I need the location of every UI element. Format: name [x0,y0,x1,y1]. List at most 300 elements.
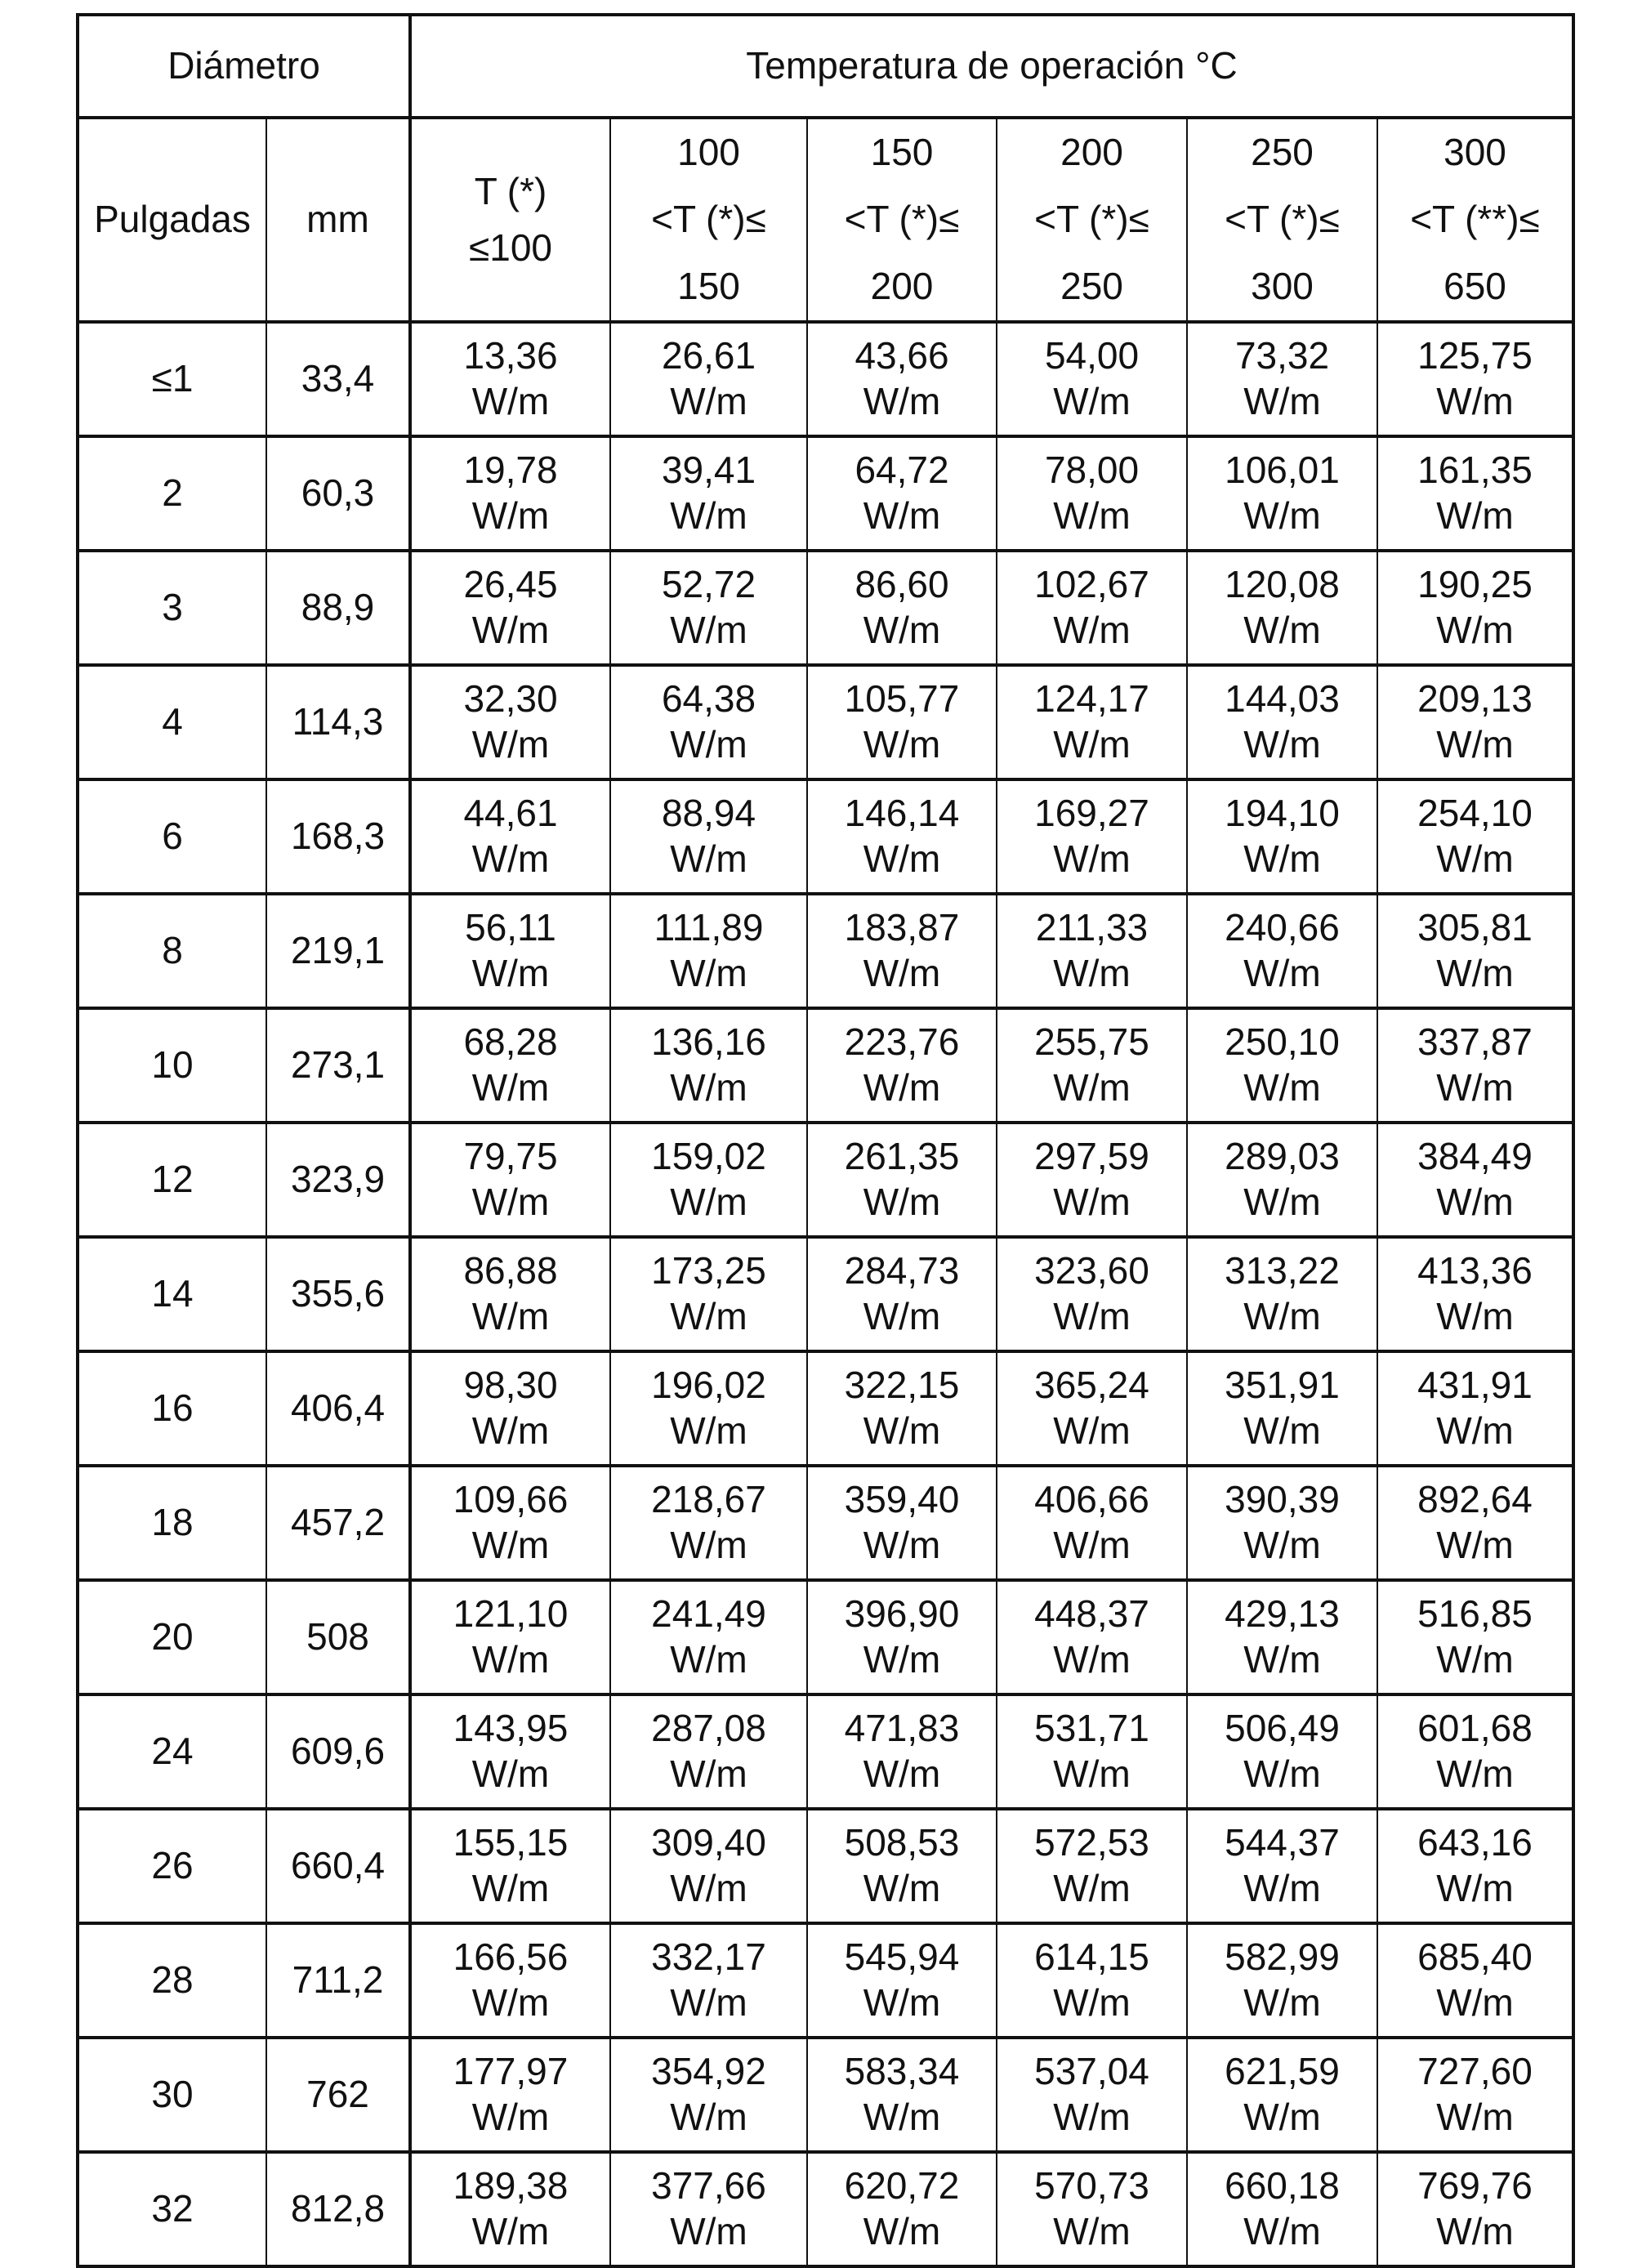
heat-loss-cell [610,551,807,665]
unit-label: W/m [670,2209,747,2252]
heat-loss-value: 583,34 [844,2050,960,2093]
unit-label: W/m [471,1065,550,1109]
heat-loss-value: 323,60 [1034,1249,1149,1292]
unit-label: W/m [1436,722,1514,766]
pulgadas-cell: 24 [78,1694,266,1809]
heat-loss-value: 173,25 [651,1249,766,1292]
unit-label: W/m [1436,608,1514,651]
heat-loss-cell [997,1008,1187,1123]
heat-loss-value: 32,30 [463,677,558,721]
table-row [78,1008,1573,1123]
heat-loss-cell [410,1351,610,1466]
heat-loss-value: 196,02 [651,1364,766,1407]
heat-loss-value: 313,22 [1225,1249,1340,1292]
unit-label: W/m [1053,722,1131,766]
mm-cell: 114,3 [266,665,410,779]
heat-loss-value: 86,88 [463,1249,558,1292]
unit-label: W/m [1053,1294,1131,1337]
heat-loss-value: 223,76 [844,1020,960,1064]
heat-loss-value: 332,17 [651,1935,766,1979]
heat-loss-value: 284,73 [844,1249,960,1292]
heat-loss-cell [807,2038,997,2152]
pulgadas-cell: ≤1 [78,322,266,436]
mm-header: mm [266,118,410,322]
heat-loss-value: 261,35 [844,1135,960,1178]
heat-loss-value: 572,53 [1034,1821,1149,1864]
heat-loss-value: 769,76 [1417,2164,1533,2208]
table-row [78,1466,1573,1580]
heat-loss-value: 144,03 [1225,677,1340,721]
table-body [78,15,1573,2266]
heat-loss-cell [997,322,1187,436]
heat-loss-cell [1377,665,1573,779]
heat-loss-value: 359,40 [844,1478,960,1521]
heat-loss-value: 19,78 [463,449,558,492]
unit-label: W/m [1053,2095,1131,2138]
heat-loss-cell [410,322,610,436]
heat-loss-value: 105,77 [844,677,960,721]
heat-loss-cell [1187,665,1377,779]
unit-label: W/m [471,722,550,766]
unit-label: W/m [863,722,941,766]
heat-loss-cell [1187,1809,1377,1923]
heat-loss-cell [410,2038,610,2152]
heat-loss-cell [1377,1809,1573,1923]
range-line3: 650 [1444,264,1506,307]
heat-loss-cell [1187,1351,1377,1466]
unit-label: W/m [863,379,941,422]
table-row [78,779,1573,894]
unit-label: W/m [670,1409,747,1452]
heat-loss-cell [1187,1237,1377,1351]
unit-label: W/m [471,1866,550,1909]
heat-loss-value: 56,11 [465,906,556,949]
heat-loss-value: 211,33 [1035,906,1149,949]
range-line2: <T (*)≤ [651,197,766,240]
unit-label: W/m [863,1637,941,1681]
unit-label: W/m [1243,379,1321,422]
heat-loss-value: 643,16 [1417,1821,1533,1864]
heat-loss-cell [610,779,807,894]
heat-loss-cell [410,1123,610,1237]
heat-loss-cell [807,665,997,779]
heat-loss-value: 448,37 [1034,1592,1149,1636]
heat-loss-cell [807,2152,997,2266]
heat-loss-cell [1377,1580,1573,1694]
heat-loss-value: 52,72 [661,563,756,606]
heat-loss-value: 54,00 [1044,334,1140,377]
mm-cell: 168,3 [266,779,410,894]
unit-label: W/m [1053,951,1131,994]
heat-loss-value: 406,66 [1034,1478,1149,1521]
unit-label: W/m [1436,1637,1514,1681]
heat-loss-value: 146,14 [844,792,960,835]
unit-label: W/m [863,1980,941,2024]
unit-label: W/m [1436,2209,1514,2252]
heat-loss-value: 209,13 [1417,677,1533,721]
heat-loss-cell [997,1123,1187,1237]
unit-label: W/m [1436,1866,1514,1909]
heat-loss-cell [1377,1008,1573,1123]
heat-loss-value: 68,28 [463,1020,558,1064]
heat-loss-cell [997,1809,1187,1923]
heat-loss-value: 287,08 [651,1707,766,1750]
unit-label: W/m [1243,1409,1321,1452]
heat-loss-value: 43,66 [855,334,949,377]
mm-cell: 219,1 [266,894,410,1008]
heat-loss-value: 582,99 [1225,1935,1340,1979]
heat-loss-value: 614,15 [1034,1935,1149,1979]
unit-label: W/m [670,1752,747,1795]
heat-loss-cell [410,1237,610,1351]
unit-label: W/m [1243,493,1321,537]
range-line3: 300 [1251,264,1314,307]
heat-loss-value: 106,01 [1225,449,1340,492]
heat-loss-cell [410,1580,610,1694]
heat-loss-value: 545,94 [844,1935,960,1979]
heat-loss-cell [1187,1123,1377,1237]
heat-loss-value: 531,71 [1034,1707,1149,1750]
heat-loss-cell [610,322,807,436]
heat-loss-cell [410,1923,610,2038]
unit-label: W/m [670,2095,747,2138]
heat-loss-cell [1377,551,1573,665]
unit-label: W/m [863,951,941,994]
unit-label: W/m [670,1294,747,1337]
mm-cell: 660,4 [266,1809,410,1923]
heat-loss-cell [610,1694,807,1809]
pulgadas-header: Pulgadas [78,118,266,322]
table-row [78,2152,1573,2266]
unit-label: W/m [471,379,550,422]
heat-loss-value: 124,17 [1034,677,1149,721]
heat-loss-value: 88,94 [661,792,756,835]
heat-loss-value: 506,49 [1225,1707,1340,1750]
heat-loss-cell [1377,1351,1573,1466]
pulgadas-cell: 6 [78,779,266,894]
heat-loss-value: 351,91 [1225,1364,1340,1407]
unit-label: W/m [1053,379,1131,422]
heat-loss-cell [610,1923,807,2038]
heat-loss-value: 254,10 [1417,792,1533,835]
pulgadas-cell: 26 [78,1809,266,1923]
unit-label: W/m [1243,1980,1321,2024]
heat-loss-value: 78,00 [1044,449,1140,492]
unit-label: W/m [670,837,747,880]
heat-loss-value: 685,40 [1417,1935,1533,1979]
unit-label: W/m [471,1752,550,1795]
heat-loss-cell [997,1694,1187,1809]
heat-loss-value: 354,92 [651,2050,766,2093]
unit-label: W/m [1243,2209,1321,2252]
range-line1: 100 [677,131,740,173]
heat-loss-cell [410,1694,610,1809]
unit-label: W/m [471,951,550,994]
heat-loss-cell [997,436,1187,551]
table-row [78,665,1573,779]
heat-loss-value: 155,15 [453,1821,569,1864]
heat-loss-cell [1187,436,1377,551]
table-row [78,894,1573,1008]
heat-loss-value: 166,56 [453,1935,569,1979]
pulgadas-cell: 28 [78,1923,266,2038]
table-row [78,1580,1573,1694]
unit-label: W/m [1436,1065,1514,1109]
table-row [78,551,1573,665]
range-line2: <T (*)≤ [1225,197,1340,240]
unit-label: W/m [1243,1065,1321,1109]
unit-label: W/m [670,1065,747,1109]
unit-label: W/m [670,951,747,994]
table-row [78,1809,1573,1923]
heat-loss-cell [410,1466,610,1580]
unit-label: W/m [1053,1637,1131,1681]
heat-loss-value: 161,35 [1417,449,1533,492]
heat-loss-value: 169,27 [1034,792,1149,835]
heat-loss-value: 892,64 [1417,1478,1533,1521]
heat-loss-cell [807,779,997,894]
heat-loss-cell [997,894,1187,1008]
heat-loss-value: 322,15 [844,1364,960,1407]
unit-label: W/m [1243,1637,1321,1681]
heat-loss-cell [1377,1237,1573,1351]
heat-loss-value: 384,49 [1417,1135,1533,1178]
heat-loss-value: 255,75 [1034,1020,1149,1064]
range-line2: <T (*)≤ [1034,197,1149,240]
range-header-2 [610,118,807,322]
heat-loss-value: 241,49 [651,1592,766,1636]
heat-loss-value: 26,45 [463,563,558,606]
unit-label: W/m [1053,837,1131,880]
heat-loss-value: 177,97 [453,2050,569,2093]
heat-loss-cell [1187,1008,1377,1123]
heat-loss-cell [807,322,997,436]
pulgadas-cell: 10 [78,1008,266,1123]
heat-loss-value: 471,83 [844,1707,960,1750]
heat-loss-cell [610,665,807,779]
header-row-bottom [78,118,1573,322]
unit-label: W/m [471,1637,550,1681]
unit-label: W/m [1053,608,1131,651]
unit-label: W/m [670,1866,747,1909]
mm-cell: 60,3 [266,436,410,551]
table-row [78,1237,1573,1351]
heat-loss-value: 73,32 [1234,334,1330,377]
unit-label: W/m [1436,951,1514,994]
heat-loss-cell [807,1237,997,1351]
heat-loss-cell [1187,2038,1377,2152]
mm-cell: 812,8 [266,2152,410,2266]
heat-loss-cell [807,551,997,665]
heat-loss-cell [1377,894,1573,1008]
heat-loss-value: 79,75 [463,1135,558,1178]
table-row [78,1123,1573,1237]
unit-label: W/m [1243,1523,1321,1566]
heat-loss-cell [997,551,1187,665]
heat-loss-value: 26,61 [661,334,756,377]
heat-loss-value: 120,08 [1225,563,1340,606]
heat-loss-cell [997,2038,1187,2152]
heat-loss-value: 240,66 [1225,906,1340,949]
unit-label: W/m [1436,1523,1514,1566]
heat-loss-value: 159,02 [651,1135,766,1178]
table-row [78,1923,1573,2038]
heat-loss-cell [610,1466,807,1580]
unit-label: W/m [471,2095,550,2138]
heat-loss-cell [1187,1466,1377,1580]
heat-loss-value: 621,59 [1225,2050,1340,2093]
heat-loss-cell [807,894,997,1008]
heat-loss-cell [610,1580,807,1694]
mm-cell: 88,9 [266,551,410,665]
unit-label: W/m [1243,837,1321,880]
heat-loss-value: 109,66 [453,1478,569,1521]
unit-label: W/m [863,1180,941,1223]
unit-label: W/m [863,1866,941,1909]
unit-label: W/m [1053,1752,1131,1795]
heat-loss-cell [410,665,610,779]
temperatura-header: Temperatura de operación °C [410,15,1573,118]
heat-loss-cell [807,1351,997,1466]
heat-loss-cell [410,2152,610,2266]
unit-label: W/m [863,1409,941,1452]
range-header-1 [410,118,610,322]
unit-label: W/m [670,722,747,766]
heat-loss-value: 136,16 [651,1020,766,1064]
heat-loss-cell [610,1237,807,1351]
heat-loss-value: 297,59 [1034,1135,1149,1178]
heat-loss-cell [1187,1694,1377,1809]
unit-label: W/m [1053,1980,1131,2024]
range-line1: 250 [1251,131,1314,173]
heat-loss-value: 727,60 [1417,2050,1533,2093]
table-row [78,1351,1573,1466]
heat-loss-value: 660,18 [1225,2164,1340,2208]
range-line2: <T (*)≤ [844,197,960,240]
heat-loss-cell [807,1466,997,1580]
unit-label: W/m [1243,608,1321,651]
unit-label: W/m [670,1980,747,2024]
heat-loss-cell [1377,322,1573,436]
pulgadas-cell: 14 [78,1237,266,1351]
heat-loss-value: 189,38 [453,2164,569,2208]
heat-loss-value: 194,10 [1225,792,1340,835]
heat-loss-cell [610,894,807,1008]
pulgadas-cell: 18 [78,1466,266,1580]
unit-label: W/m [1243,951,1321,994]
range-header-4 [997,118,1187,322]
range-line1: 150 [870,131,934,173]
heat-loss-value: 190,25 [1417,563,1533,606]
heat-loss-value: 377,66 [651,2164,766,2208]
heat-loss-cell [610,2038,807,2152]
unit-label: W/m [1243,1294,1321,1337]
heat-loss-cell [410,551,610,665]
unit-label: W/m [1053,1409,1131,1452]
heat-loss-table [76,13,1575,2268]
heat-loss-cell [610,2152,807,2266]
heat-loss-cell [410,1809,610,1923]
heat-loss-cell [1187,779,1377,894]
heat-loss-value: 121,10 [453,1592,569,1636]
heat-loss-cell [807,1008,997,1123]
unit-label: W/m [1053,2209,1131,2252]
heat-loss-cell [1187,551,1377,665]
unit-label: W/m [1436,2095,1514,2138]
heat-loss-cell [1377,1923,1573,2038]
mm-cell: 355,6 [266,1237,410,1351]
heat-loss-value: 508,53 [844,1821,960,1864]
heat-loss-cell [807,1580,997,1694]
mm-cell: 609,6 [266,1694,410,1809]
heat-loss-value: 98,30 [463,1364,558,1407]
mm-cell: 508 [266,1580,410,1694]
table-row [78,2038,1573,2152]
range-line2: ≤100 [469,225,552,269]
unit-label: W/m [1053,1065,1131,1109]
range-line3: 200 [870,264,934,307]
unit-label: W/m [471,1523,550,1566]
range-line3: 250 [1060,264,1123,307]
heat-loss-cell [410,894,610,1008]
pulgadas-cell: 30 [78,2038,266,2152]
heat-loss-cell [410,436,610,551]
heat-loss-value: 570,73 [1034,2164,1149,2208]
range-header-5 [1187,118,1377,322]
heat-loss-cell [807,1123,997,1237]
mm-cell: 406,4 [266,1351,410,1466]
range-line1: 300 [1444,131,1506,173]
heat-loss-cell [610,436,807,551]
header-row-top [78,15,1573,118]
heat-loss-cell [997,2152,1187,2266]
unit-label: W/m [670,379,747,422]
unit-label: W/m [1436,379,1514,422]
heat-loss-cell [1377,436,1573,551]
heat-loss-value: 429,13 [1225,1592,1340,1636]
unit-label: W/m [863,1523,941,1566]
heat-loss-cell [1187,894,1377,1008]
heat-loss-cell [997,665,1187,779]
heat-loss-value: 44,61 [463,792,558,835]
heat-loss-value: 537,04 [1034,2050,1149,2093]
heat-loss-cell [1187,1580,1377,1694]
heat-loss-value: 143,95 [453,1707,569,1750]
heat-loss-cell [1377,2152,1573,2266]
heat-loss-value: 125,75 [1417,334,1533,377]
unit-label: W/m [670,1180,747,1223]
unit-label: W/m [471,837,550,880]
unit-label: W/m [863,493,941,537]
heat-loss-value: 337,87 [1417,1020,1533,1064]
heat-loss-value: 620,72 [844,2164,960,2208]
unit-label: W/m [471,1980,550,2024]
unit-label: W/m [1243,1866,1321,1909]
pulgadas-cell: 32 [78,2152,266,2266]
heat-loss-value: 13,36 [463,334,558,377]
heat-loss-value: 544,37 [1225,1821,1340,1864]
heat-loss-value: 64,38 [661,677,756,721]
pulgadas-cell: 8 [78,894,266,1008]
pulgadas-cell: 12 [78,1123,266,1237]
heat-loss-cell [807,1694,997,1809]
heat-loss-cell [1377,2038,1573,2152]
heat-loss-value: 86,60 [855,563,949,606]
unit-label: W/m [1436,1980,1514,2024]
unit-label: W/m [1436,493,1514,537]
heat-loss-value: 250,10 [1225,1020,1340,1064]
heat-loss-cell [610,1123,807,1237]
